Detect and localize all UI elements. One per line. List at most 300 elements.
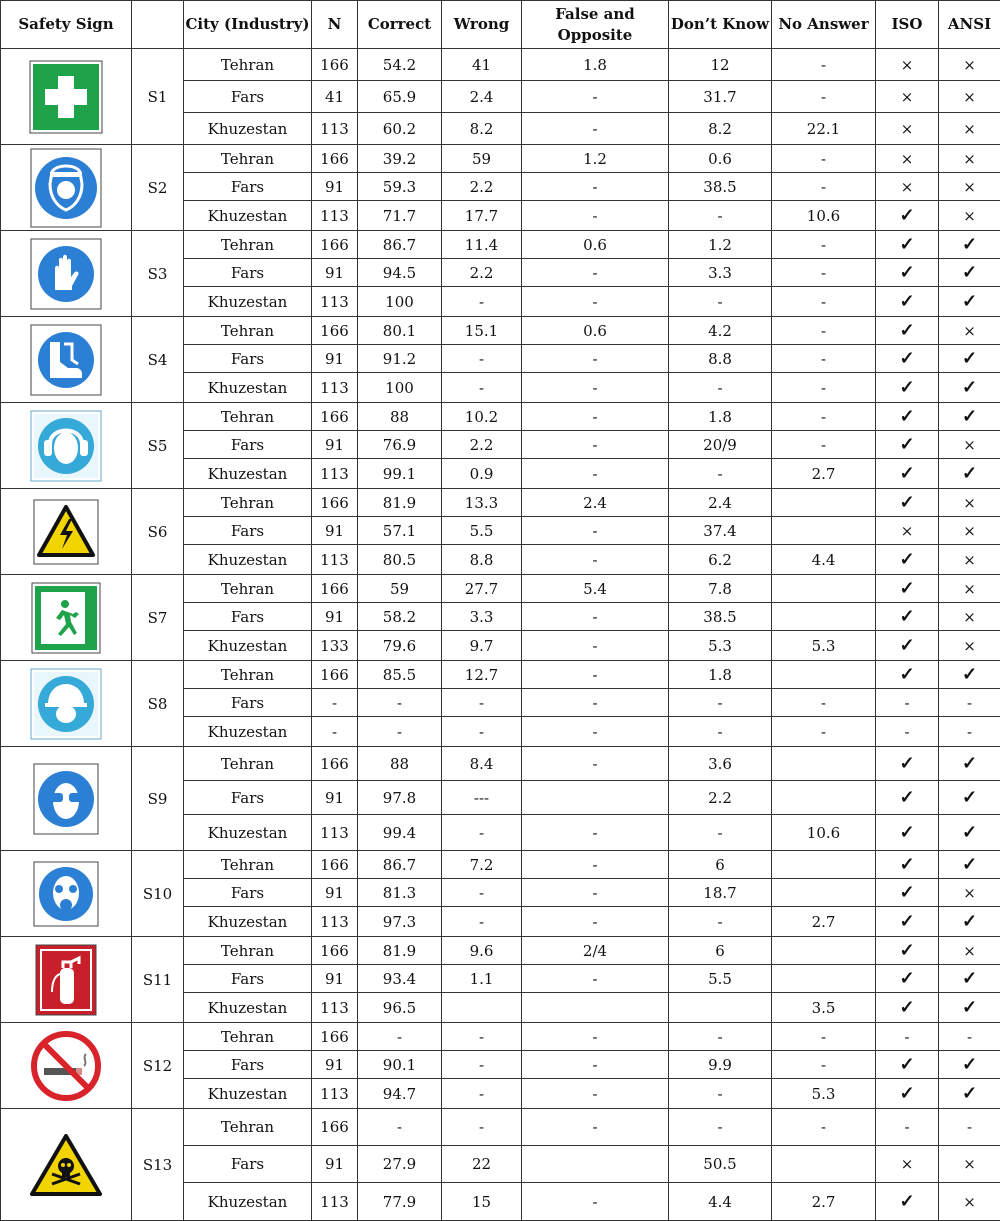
cell-iso: ✓ [876,965,939,993]
emergency-exit-icon [1,582,131,654]
cell-n: 91 [312,781,358,815]
cell-no-answer [772,879,876,907]
cell-no-answer [772,517,876,545]
cell-iso: ✓ [876,631,939,661]
cell-n: 113 [312,373,358,403]
cell-wrong [442,993,522,1023]
cell-city: Khuzestan [184,545,312,575]
cell-dont-know: - [669,373,772,403]
cell-iso: ✓ [876,545,939,575]
cell-city: Tehran [184,937,312,965]
cell-iso: ✓ [876,781,939,815]
cell-n: 91 [312,603,358,631]
table-row [1,661,1000,689]
cell-dont-know: 6.2 [669,545,772,575]
cell-correct: 85.5 [358,661,442,689]
cell-city: Khuzestan [184,373,312,403]
cell-wrong: 2.2 [442,173,522,201]
cell-ansi: × [939,81,1000,113]
table-row [1,317,1000,345]
cell-false-opposite: - [522,345,669,373]
cell-wrong: 22 [442,1146,522,1183]
cell-iso: × [876,1146,939,1183]
cell-city: Fars [184,1051,312,1079]
gloves-icon [1,238,131,310]
cell-city: Tehran [184,661,312,689]
cell-no-answer: - [772,1023,876,1051]
cell-no-answer [772,937,876,965]
cell-city: Fars [184,345,312,373]
cell-n: 166 [312,489,358,517]
ear-protection-icon [1,410,131,482]
cell-correct: - [358,717,442,747]
cell-no-answer: - [772,403,876,431]
cell-n: 133 [312,631,358,661]
cell-ansi: × [939,545,1000,575]
cell-n: 113 [312,545,358,575]
cell-ansi: - [939,1023,1000,1051]
table-row [1,1109,1000,1146]
cell-city: Tehran [184,575,312,603]
cell-dont-know: - [669,287,772,317]
cell-false-opposite: - [522,373,669,403]
cell-no-answer: - [772,345,876,373]
cell-no-answer: 5.3 [772,631,876,661]
cell-wrong: 2.2 [442,259,522,287]
cell-false-opposite: - [522,631,669,661]
header-no-answer: No Answer [772,1,876,49]
cell-city: Khuzestan [184,287,312,317]
cell-dont-know: 38.5 [669,603,772,631]
cell-dont-know [669,993,772,1023]
cell-dont-know: 0.6 [669,145,772,173]
cell-n: 91 [312,259,358,287]
face-shield-icon [1,148,131,228]
cell-city: Fars [184,781,312,815]
cell-iso: ✓ [876,287,939,317]
cell-city: Tehran [184,231,312,259]
cell-correct: - [358,689,442,717]
cell-city: Tehran [184,145,312,173]
header-dont-know: Don’t Know [669,1,772,49]
sign-id: S4 [132,317,184,403]
sign-id: S13 [132,1109,184,1221]
cell-false-opposite: - [522,1051,669,1079]
cell-ansi: × [939,431,1000,459]
cell-false-opposite: - [522,201,669,231]
table-row [1,489,1000,517]
cell-n: 113 [312,1183,358,1221]
cell-dont-know: - [669,815,772,851]
cell-wrong: 9.6 [442,937,522,965]
cell-dont-know: 50.5 [669,1146,772,1183]
cell-iso: ✓ [876,603,939,631]
cell-false-opposite: - [522,81,669,113]
cell-dont-know: 6 [669,851,772,879]
header-correct: Correct [358,1,442,49]
cell-n: 166 [312,575,358,603]
cell-iso: ✓ [876,907,939,937]
cell-correct: 94.7 [358,1079,442,1109]
cell-ansi: - [939,689,1000,717]
cell-false-opposite: 1.2 [522,145,669,173]
cell-iso: ✓ [876,201,939,231]
boots-icon [1,324,131,396]
sign-image-cell [1,661,132,747]
cell-no-answer: 5.3 [772,1079,876,1109]
cell-false-opposite: - [522,747,669,781]
sign-id: S6 [132,489,184,575]
cell-false-opposite: - [522,259,669,287]
cell-correct: 96.5 [358,993,442,1023]
cell-no-answer: - [772,49,876,81]
cell-dont-know: - [669,1023,772,1051]
cell-false-opposite: 1.8 [522,49,669,81]
cell-no-answer: 2.7 [772,459,876,489]
sign-image-cell [1,49,132,145]
cell-ansi: × [939,575,1000,603]
cell-dont-know: 4.2 [669,317,772,345]
cell-correct: 58.2 [358,603,442,631]
cell-ansi: × [939,937,1000,965]
cell-correct: 27.9 [358,1146,442,1183]
cell-n: 113 [312,459,358,489]
cell-dont-know: 12 [669,49,772,81]
cell-ansi: × [939,1183,1000,1221]
cell-n: 166 [312,937,358,965]
cell-false-opposite: - [522,603,669,631]
cell-false-opposite: - [522,689,669,717]
cell-iso: ✓ [876,1079,939,1109]
cell-ansi: ✓ [939,661,1000,689]
cell-correct: 80.5 [358,545,442,575]
cell-iso: ✓ [876,851,939,879]
cell-dont-know: 9.9 [669,1051,772,1079]
cell-correct: 59 [358,575,442,603]
sign-image-cell [1,489,132,575]
cell-city: Fars [184,965,312,993]
cell-wrong: - [442,345,522,373]
cell-ansi: × [939,173,1000,201]
cell-dont-know: 3.6 [669,747,772,781]
cell-iso: × [876,517,939,545]
table-row [1,747,1000,781]
sign-image-cell [1,403,132,489]
header-city: City (Industry) [184,1,312,49]
cell-false-opposite: - [522,1109,669,1146]
cell-iso: ✓ [876,259,939,287]
cell-correct: 65.9 [358,81,442,113]
cell-wrong: - [442,373,522,403]
cell-n: 113 [312,201,358,231]
cell-dont-know: 38.5 [669,173,772,201]
cell-false-opposite: - [522,431,669,459]
cell-false-opposite: - [522,879,669,907]
table-row [1,145,1000,173]
cell-iso: ✓ [876,993,939,1023]
cell-correct: 90.1 [358,1051,442,1079]
cell-correct: 86.7 [358,851,442,879]
first-aid-icon [1,60,131,134]
cell-ansi: ✓ [939,345,1000,373]
cell-wrong: 15.1 [442,317,522,345]
cell-false-opposite: - [522,173,669,201]
cell-dont-know: 20/9 [669,431,772,459]
sign-image-cell [1,851,132,937]
cell-n: 113 [312,907,358,937]
cell-no-answer [772,603,876,631]
cell-ansi: ✓ [939,781,1000,815]
respirator-icon [1,861,131,927]
cell-false-opposite [522,781,669,815]
cell-city: Tehran [184,403,312,431]
cell-no-answer: 10.6 [772,815,876,851]
cell-iso: × [876,173,939,201]
cell-correct: 88 [358,403,442,431]
cell-city: Khuzestan [184,1079,312,1109]
cell-no-answer: 2.7 [772,1183,876,1221]
cell-no-answer: 10.6 [772,201,876,231]
cell-ansi: × [939,113,1000,145]
cell-false-opposite: - [522,1183,669,1221]
cell-correct: 81.3 [358,879,442,907]
cell-n: 166 [312,49,358,81]
cell-wrong: --- [442,781,522,815]
cell-ansi: ✓ [939,1051,1000,1079]
cell-wrong: 59 [442,145,522,173]
table-row [1,231,1000,259]
cell-ansi: × [939,145,1000,173]
cell-correct: 99.1 [358,459,442,489]
cell-false-opposite: - [522,403,669,431]
header-wrong: Wrong [442,1,522,49]
cell-wrong: 2.4 [442,81,522,113]
cell-no-answer: - [772,81,876,113]
cell-ansi: ✓ [939,459,1000,489]
cell-n: 91 [312,965,358,993]
cell-false-opposite: - [522,1079,669,1109]
cell-city: Tehran [184,747,312,781]
cell-iso: ✓ [876,373,939,403]
cell-correct: 81.9 [358,937,442,965]
sign-image-cell [1,747,132,851]
cell-ansi: ✓ [939,259,1000,287]
cell-n: 113 [312,993,358,1023]
cell-false-opposite: - [522,517,669,545]
cell-city: Khuzestan [184,907,312,937]
header-id [132,1,184,49]
cell-no-answer: - [772,373,876,403]
cell-correct: 94.5 [358,259,442,287]
cell-ansi: × [939,603,1000,631]
cell-false-opposite: - [522,815,669,851]
cell-correct: - [358,1109,442,1146]
cell-n: 91 [312,431,358,459]
cell-wrong: 8.4 [442,747,522,781]
cell-iso: - [876,1109,939,1146]
sign-image-cell [1,937,132,1023]
cell-n: 113 [312,113,358,145]
cell-wrong: 10.2 [442,403,522,431]
cell-iso: ✓ [876,661,939,689]
cell-n: 166 [312,851,358,879]
cell-correct: 77.9 [358,1183,442,1221]
cell-correct: 91.2 [358,345,442,373]
cell-correct: 57.1 [358,517,442,545]
header-false-opposite: False and Opposite [522,1,669,49]
cell-dont-know: - [669,1109,772,1146]
cell-iso: ✓ [876,879,939,907]
cell-city: Khuzestan [184,815,312,851]
cell-wrong: 3.3 [442,603,522,631]
sign-id: S5 [132,403,184,489]
cell-dont-know: 2.4 [669,489,772,517]
cell-no-answer [772,575,876,603]
sign-id: S9 [132,747,184,851]
cell-no-answer [772,489,876,517]
cell-ansi: ✓ [939,747,1000,781]
cell-false-opposite: - [522,1023,669,1051]
cell-no-answer: - [772,231,876,259]
cell-ansi: × [939,517,1000,545]
cell-iso: - [876,1023,939,1051]
cell-iso: ✓ [876,431,939,459]
cell-dont-know: 8.8 [669,345,772,373]
cell-n: 91 [312,1146,358,1183]
cell-city: Fars [184,1146,312,1183]
cell-n: 166 [312,403,358,431]
cell-wrong: 17.7 [442,201,522,231]
cell-dont-know: 31.7 [669,81,772,113]
cell-iso: ✓ [876,231,939,259]
sign-id: S10 [132,851,184,937]
cell-false-opposite [522,993,669,1023]
cell-ansi: ✓ [939,907,1000,937]
cell-wrong: - [442,1051,522,1079]
cell-false-opposite: 5.4 [522,575,669,603]
cell-city: Khuzestan [184,993,312,1023]
header-n: N [312,1,358,49]
sign-image-cell [1,317,132,403]
cell-false-opposite: - [522,287,669,317]
cell-no-answer: 22.1 [772,113,876,145]
cell-ansi: × [939,49,1000,81]
cell-wrong: 2.2 [442,431,522,459]
header-ansi: ANSI [939,1,1000,49]
cell-ansi: × [939,201,1000,231]
cell-no-answer: 3.5 [772,993,876,1023]
cell-correct: 71.7 [358,201,442,231]
table-row [1,49,1000,81]
no-smoking-icon [1,1030,131,1102]
cell-n: 166 [312,1109,358,1146]
table-row [1,403,1000,431]
cell-wrong: 11.4 [442,231,522,259]
header-safety-sign: Safety Sign [1,1,132,49]
cell-iso: ✓ [876,747,939,781]
cell-n: 91 [312,879,358,907]
cell-iso: × [876,81,939,113]
sign-image-cell [1,231,132,317]
cell-ansi: × [939,489,1000,517]
cell-no-answer: 2.7 [772,907,876,937]
cell-correct: 60.2 [358,113,442,145]
cell-correct: 88 [358,747,442,781]
cell-no-answer: - [772,689,876,717]
table-row [1,937,1000,965]
electric-hazard-icon [1,499,131,565]
cell-iso: ✓ [876,575,939,603]
cell-wrong: - [442,907,522,937]
cell-correct: 99.4 [358,815,442,851]
table-row [1,851,1000,879]
cell-correct: 97.8 [358,781,442,815]
sign-id: S12 [132,1023,184,1109]
cell-ansi: ✓ [939,851,1000,879]
cell-dont-know: - [669,1079,772,1109]
cell-iso: ✓ [876,815,939,851]
cell-iso: ✓ [876,317,939,345]
toxic-hazard-icon [1,1132,131,1198]
cell-no-answer: - [772,1109,876,1146]
cell-dont-know: 5.3 [669,631,772,661]
cell-city: Khuzestan [184,631,312,661]
cell-n: 113 [312,815,358,851]
cell-false-opposite: - [522,113,669,145]
sign-id: S11 [132,937,184,1023]
cell-dont-know: 1.2 [669,231,772,259]
cell-no-answer: - [772,173,876,201]
cell-ansi: ✓ [939,231,1000,259]
cell-n: 91 [312,1051,358,1079]
cell-city: Fars [184,603,312,631]
cell-wrong: - [442,879,522,907]
sign-id: S8 [132,661,184,747]
header-row [1,1,1000,49]
cell-dont-know: - [669,907,772,937]
table-row [1,1023,1000,1051]
cell-dont-know: 6 [669,937,772,965]
cell-wrong: - [442,1079,522,1109]
sign-id: S7 [132,575,184,661]
cell-no-answer: - [772,1051,876,1079]
cell-ansi: ✓ [939,403,1000,431]
cell-city: Fars [184,81,312,113]
cell-n: - [312,717,358,747]
cell-no-answer: - [772,431,876,459]
cell-n: 91 [312,345,358,373]
eye-protection-icon [1,763,131,835]
cell-correct: 93.4 [358,965,442,993]
cell-ansi: × [939,631,1000,661]
cell-dont-know: 3.3 [669,259,772,287]
fire-extinguisher-icon [1,944,131,1016]
cell-false-opposite: - [522,459,669,489]
cell-dont-know: - [669,201,772,231]
cell-city: Tehran [184,851,312,879]
cell-iso: ✓ [876,937,939,965]
cell-iso: - [876,689,939,717]
cell-correct: 76.9 [358,431,442,459]
cell-dont-know: 7.8 [669,575,772,603]
cell-dont-know: 1.8 [669,403,772,431]
cell-correct: 79.6 [358,631,442,661]
cell-dont-know: 8.2 [669,113,772,145]
cell-dont-know: - [669,689,772,717]
cell-wrong: - [442,815,522,851]
cell-n: - [312,689,358,717]
cell-correct: - [358,1023,442,1051]
